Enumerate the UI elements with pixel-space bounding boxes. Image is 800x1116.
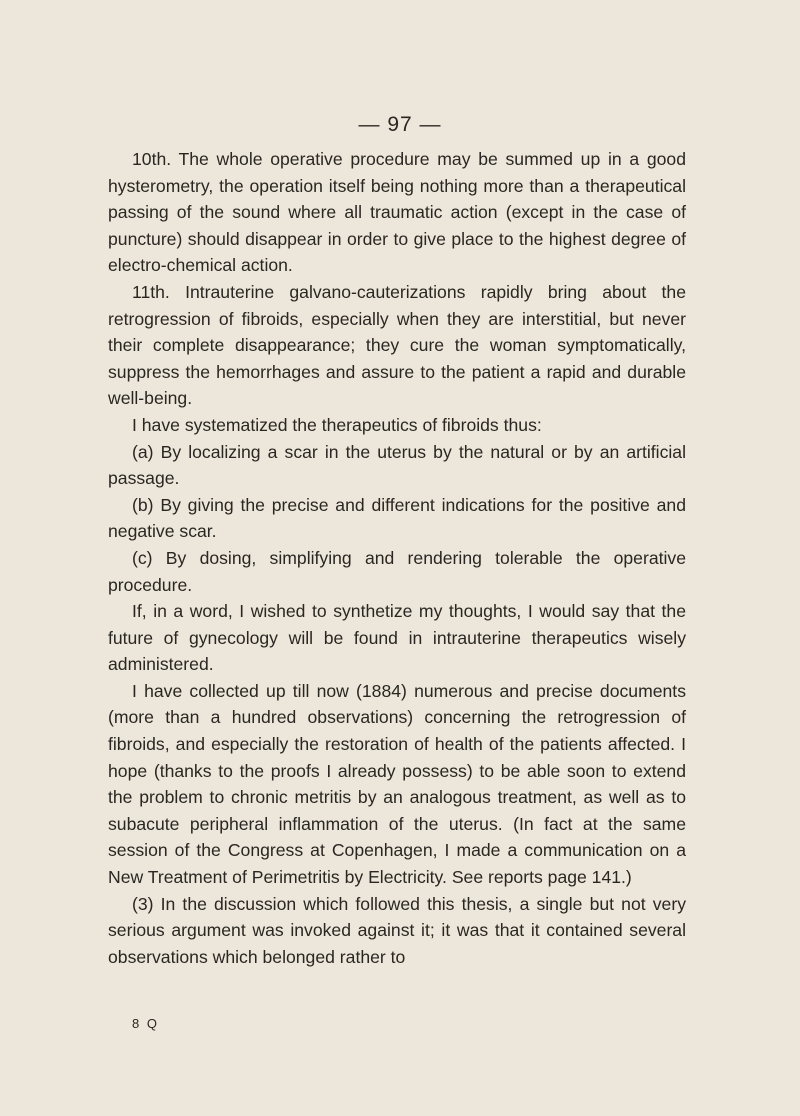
signature-mark: 8 Q [132,1016,159,1031]
paragraph-11th: 11th. Intrauterine galvano-cauterizations rapidly bring about the retrogression of fibroids, especially when they are interstitial, but never their complete disappearance; they cure the woman symptomatically, suppress the hemorrhages and assure to the patient a rapid and durable well-being. [108,281,686,409]
body-text [108,146,686,970]
paragraph-synthesis: If, in a word, I wished to synthetize my thoughts, I would say that the future of gynecology will be found in intrauterine therapeutics wisely administered. [108,601,686,675]
paragraph-10th: 10th. The whole operative procedure may be summed up in a good hysterometry, the operation itself being nothing more than a therapeutical passing of the sound where all traumatic action (except in the case of puncture) should disappear in order to give place to the highest degree of electro-chemical action. [108,149,686,276]
paragraph-item-b: (b) By giving the precise and different indications for the positive and negative scar. [108,494,686,542]
paragraph-item-a: (a) By localizing a scar in the uterus by the natural or by an artificial passage. [108,441,686,489]
page-number: — 97 — [358,113,442,136]
paragraph-documents: I have collected up till now (1884) numerous and precise documents (more than a hundred observations) concerning the retrogression of fibroids, and especially the restoration of health of the patients affected. I hope (thanks to the proofs I already possess) to be able soon to extend the problem to chronic metritis by an analogous treatment, as well as to subacute peripheral inflammation of the uterus. (In fact at the same session of the Congress at Copenhagen, I made a communication on a New Treatment of Perimetritis by Electricity. See reports page 141.) [108,680,686,888]
paragraph-item-c: (c) By dosing, simplifying and rendering tolerable the operative procedure. [108,547,686,595]
paragraph-discussion: (3) In the discussion which followed this thesis, a single but not very serious argument was invoked against it; it was that it contained several observations which belonged rather to [108,893,686,967]
paragraph-systematized: I have systematized the therapeutics of fibroids thus: [132,414,542,435]
